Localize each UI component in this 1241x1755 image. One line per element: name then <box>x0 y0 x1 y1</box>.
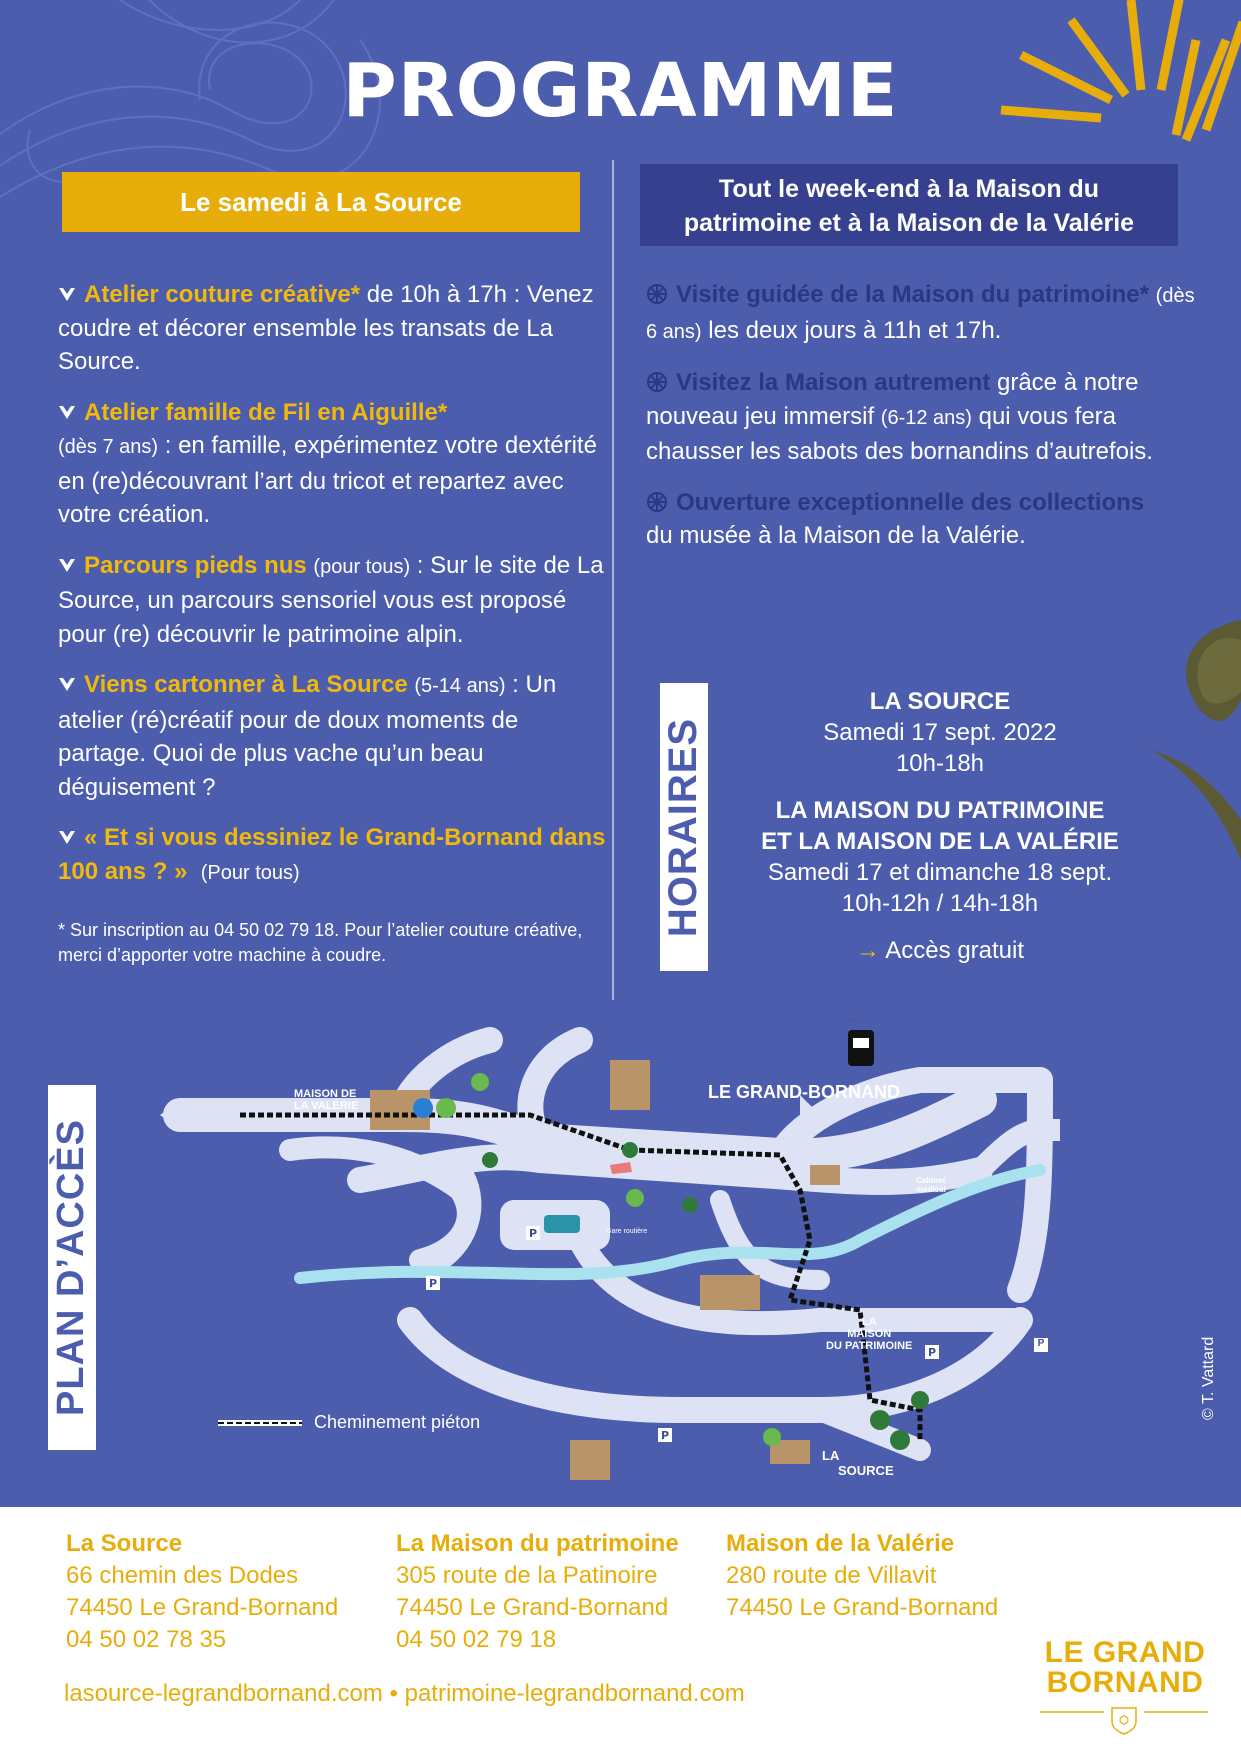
address-line: 74450 Le Grand-Bornand <box>66 1594 339 1621</box>
map-label-maison-valerie <box>294 1088 358 1112</box>
item-title: Ouverture exceptionnelle des collections <box>676 488 1145 516</box>
program-item <box>646 366 1206 469</box>
cable-car-icon <box>848 1020 874 1066</box>
logo-crest-icon <box>1040 1706 1208 1736</box>
svg-text:P: P <box>661 1429 670 1442</box>
item-text: : en famille, expérimentez votre dextérité en (re)découvrant l’art du tricot et repartez avec votre création. <box>58 432 597 528</box>
item-text: : Un atelier (ré)créatif pour de doux moments de partage. Quoi de plus vache qu’un beau déguisement ? <box>58 671 557 801</box>
map-label-maison-patrimoine <box>826 1316 912 1352</box>
item-title: Parcours pieds nus <box>84 551 307 579</box>
footnote: * Sur inscription au 04 50 02 79 18. Pour l’atelier couture créative, merci d’apporter votre machine à coudre. <box>58 920 583 965</box>
item-text: les deux jours à 11h et 17h. <box>701 316 1002 344</box>
item-title: Atelier couture créative* <box>84 281 361 308</box>
item-note: (pour tous) <box>313 555 411 578</box>
heart-bullet-icon <box>58 558 76 574</box>
heart-bullet-icon <box>58 287 76 303</box>
svg-text:P: P <box>928 1346 937 1359</box>
map-legend <box>218 1412 480 1433</box>
item-title: « Et si vous dessiniez le Grand-Bornand dans 100 ans ? » <box>58 824 606 885</box>
pedestrian-path-icon <box>218 1420 302 1426</box>
plan-label-box <box>48 1085 96 1450</box>
maison-title: ET LA MAISON DE LA VALÉRIE <box>761 828 1119 855</box>
item-note: (dès 7 ans) <box>58 436 159 458</box>
maison-hours: 10h-12h / 14h-18h <box>841 890 1039 917</box>
address-line: 74450 Le Grand-Bornand <box>726 1594 999 1621</box>
map-label-line: DU PATRIMOINE <box>826 1340 913 1352</box>
map-label-gare: Gare routière <box>606 1228 648 1235</box>
page-title: PROGRAMME <box>342 48 899 134</box>
le-grand-bornand-logo <box>1040 1638 1210 1698</box>
item-note: (6-12 ans) <box>880 406 972 429</box>
map-label-line: MAISON DE <box>294 1088 357 1100</box>
map-label-line: LA VALÉRIE <box>294 1100 359 1112</box>
item-note: (Pour tous) <box>200 861 300 884</box>
item-title: Atelier famille de Fil en Aiguille* <box>84 398 448 426</box>
address-maison-patrimoine <box>396 1528 679 1656</box>
logo-line: LE GRAND <box>1044 1636 1206 1669</box>
source-title: LA SOURCE <box>869 688 1011 715</box>
access-info <box>730 935 1150 966</box>
address-phone: 04 50 02 79 18 <box>396 1626 557 1653</box>
map-label-line: LA <box>861 1316 877 1328</box>
item-text: grâce à notre nouveau jeu immersif <box>646 369 1139 430</box>
item-text: de 10h à 17h : Venez coudre et décorer ensemble les transats de La Source. <box>58 281 594 375</box>
svg-text:P: P <box>529 1227 538 1240</box>
horaires-label: HORAIRES <box>661 717 706 937</box>
column-divider <box>612 160 614 1000</box>
websites[interactable]: lasource-legrandbornand.com • patrimoine-legrandbornand.com <box>64 1680 745 1707</box>
program-item <box>646 486 1206 553</box>
photo-credit: © T. Vattard <box>1200 1336 1217 1420</box>
program-item <box>58 549 608 652</box>
svg-text:P: P <box>429 1277 438 1290</box>
map-town-label: LE GRAND-BORNAND <box>708 1082 900 1102</box>
logo-line: BORNAND <box>1046 1666 1204 1699</box>
item-title: Visite guidée de la Maison du patrimoine* <box>676 281 1149 308</box>
weekend-header-line2: patrimoine et à la Maison de la Valérie <box>683 209 1135 237</box>
address-line: 74450 Le Grand-Bornand <box>396 1594 669 1621</box>
wheel-bullet-icon <box>646 371 668 393</box>
address-name: Maison de la Valérie <box>726 1530 955 1557</box>
program-item <box>58 396 608 532</box>
horaires-label-box <box>660 683 708 971</box>
program-item <box>58 278 608 379</box>
heart-bullet-icon <box>58 830 76 846</box>
opening-hours <box>730 686 1150 966</box>
item-text: qui vous fera chausser les sabots des bornandins d’autrefois. <box>646 402 1153 465</box>
maison-title: LA MAISON DU PATRIMOINE <box>775 797 1105 824</box>
address-phone: 04 50 02 78 35 <box>66 1626 227 1653</box>
maison-date: Samedi 17 et dimanche 18 sept. <box>767 859 1113 886</box>
address-maison-valerie <box>726 1528 998 1624</box>
saturday-header: Le samedi à La Source <box>62 172 580 232</box>
item-note: (dès 6 ans) <box>646 285 1195 343</box>
item-text: : Sur le site de La Source, un parcours sensoriel vous est proposé pour (re) découvrir le patrimoine alpin. <box>58 551 604 648</box>
program-item <box>646 278 1206 349</box>
address-name: La Source <box>66 1530 183 1557</box>
map-label-line: SOURCE <box>838 1463 894 1478</box>
item-text: du musée à la Maison de la Valérie. <box>646 522 1026 549</box>
weekend-program <box>646 278 1206 570</box>
wheel-bullet-icon <box>646 491 668 513</box>
program-item <box>58 668 608 804</box>
plan-label: PLAN D’ACCÈS <box>50 1118 93 1417</box>
source-hours: 10h-18h <box>895 750 985 777</box>
map-label-line: MAISON <box>847 1328 892 1340</box>
saturday-program <box>58 278 608 968</box>
map-parking-icon: P <box>1034 1338 1048 1352</box>
item-note: (5-14 ans) <box>414 675 506 697</box>
source-date: Samedi 17 sept. 2022 <box>823 719 1057 746</box>
heart-bullet-icon <box>58 405 76 421</box>
map-label-line: médical <box>916 1185 946 1194</box>
item-title: Visitez la Maison autrement <box>676 369 991 396</box>
map-label-source <box>822 1448 894 1478</box>
weekend-header <box>640 164 1178 246</box>
arrow-right-icon: → <box>855 937 880 964</box>
wheel-bullet-icon <box>646 283 668 305</box>
address-name: La Maison du patrimoine <box>396 1530 679 1557</box>
address-line: 305 route de la Patinoire <box>396 1562 658 1589</box>
map-label-line: LA <box>822 1448 840 1463</box>
legend-text: Cheminement piéton <box>314 1412 481 1432</box>
address-line: 66 chemin des Dodes <box>66 1562 299 1589</box>
map-label-line: Cabinet <box>916 1176 946 1185</box>
address-la-source <box>66 1528 338 1656</box>
map-label-cabinet <box>916 1176 946 1194</box>
heart-bullet-icon <box>58 677 76 693</box>
access-text: Accès gratuit <box>885 937 1025 964</box>
item-title: Viens cartonner à La Source <box>84 671 408 698</box>
program-item <box>58 821 608 890</box>
weekend-header-line1: Tout le week-end à la Maison du <box>718 175 1100 203</box>
address-line: 280 route de Villavit <box>726 1562 937 1589</box>
